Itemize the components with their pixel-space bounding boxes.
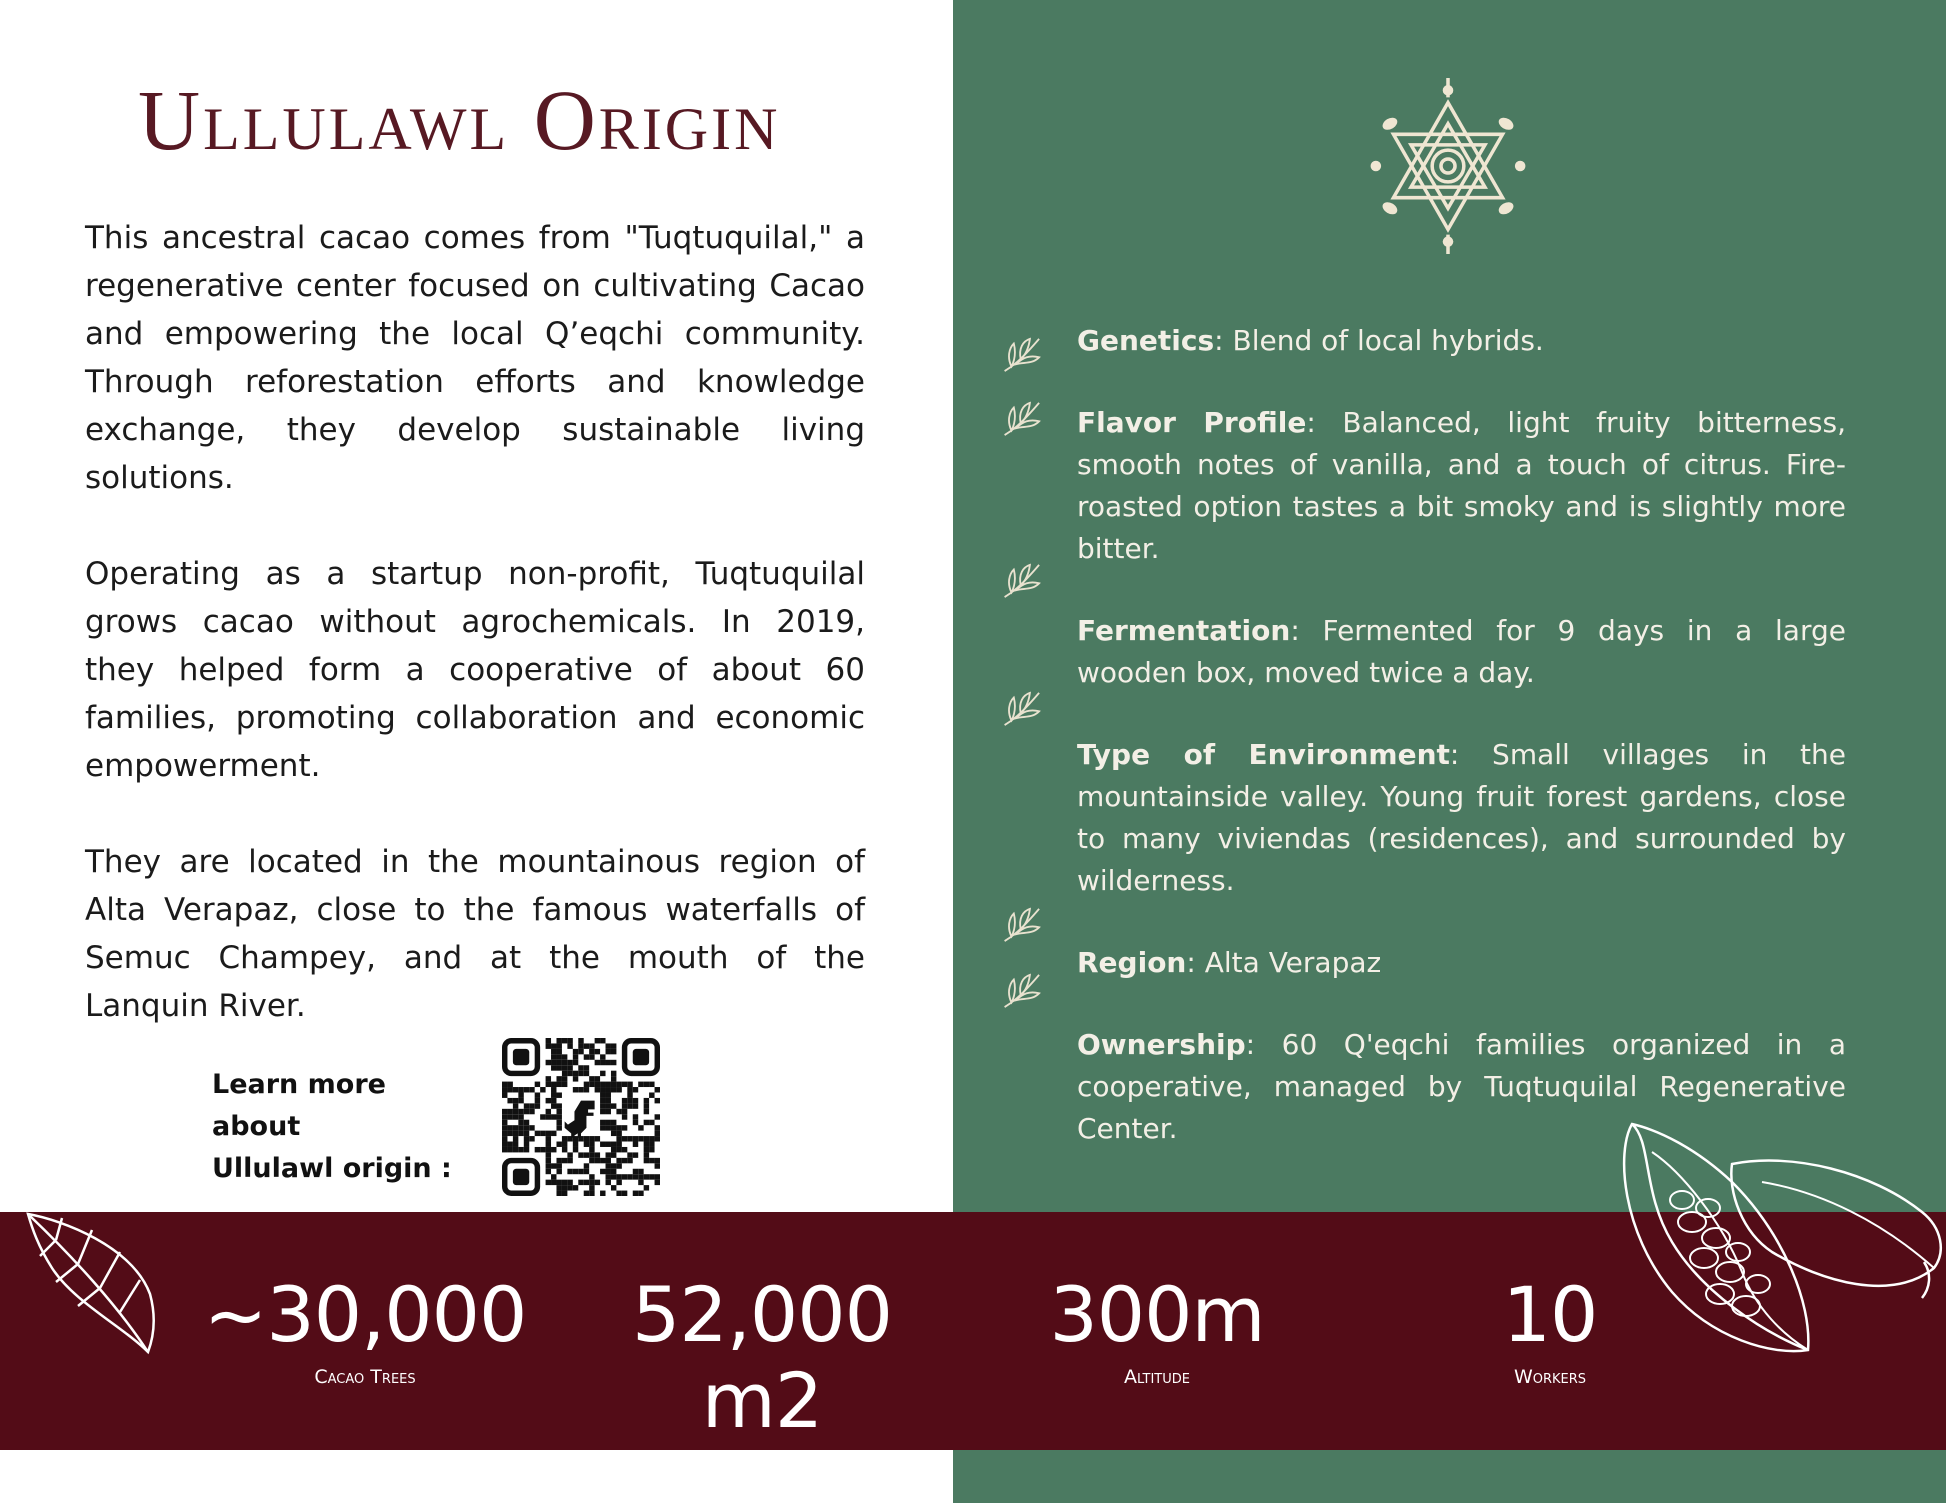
spec-key: Region	[1077, 946, 1187, 979]
stat-label: Altitude	[1124, 1366, 1190, 1388]
spec-fermentation: Fermentation: Fermented for 9 days in a large wooden box, moved twice a day.	[1000, 610, 1846, 694]
spec-region: Region: Alta Verapaz	[1000, 942, 1846, 984]
spec-value: 60 Q'eqchi families organized in a cooperative, managed by Tuqtuquilal Regenerative Center.	[1077, 1028, 1846, 1145]
intro-paragraph-2: Operating as a startup non-profit, Tuqtuquilal grows cacao without agrochemicals. In 2019, they helped form a cooperative of about 60 families, promoting collaboration and economic empowerment.	[85, 556, 865, 784]
learn-more-line-2: Ullulawl origin :	[212, 1153, 452, 1184]
stat-value: 300m	[1049, 1270, 1265, 1359]
intro-paragraph-1: This ancestral cacao comes from "Tuqtuquilal," a regenerative center focused on cultivating Cacao and empowering the local Q’eqchi community. Through reforestation efforts and knowledge exchange, they develop sustainable living solutions.	[85, 220, 865, 496]
spec-value: Small villages in the mountainside valley. Young fruit forest gardens, close to many viviendas (residences), and surrounded by wilderness.	[1077, 738, 1846, 897]
stat-cacao-trees	[185, 1272, 545, 1390]
stat-label: Workers	[1513, 1366, 1587, 1388]
spec-value: Balanced, light fruity bitterness, smooth notes of vanilla, and a touch of citrus. Fire-roasted option tastes a bit smoky and is slightly more bitter.	[1077, 406, 1846, 565]
intro-text	[85, 214, 865, 1078]
spec-flavor-profile: Flavor Profile: Balanced, light fruity bitterness, smooth notes of vanilla, and a touch of citrus. Fire-roasted option tastes a bit smoky and is slightly more bitter.	[1000, 402, 1846, 570]
spec-key: Type of Environment	[1077, 738, 1450, 771]
spec-list	[1000, 320, 1846, 1150]
intro-paragraph-3: They are located in the mountainous region of Alta Verapaz, close to the famous waterfalls of Semuc Champey, and at the mouth of the Lanquin River.	[85, 844, 865, 1024]
mandala-icon	[1360, 78, 1536, 254]
qr-code-icon[interactable]	[502, 1038, 660, 1196]
leaf-sprig-icon	[1000, 558, 1046, 604]
spec-environment: Type of Environment: Small villages in the mountainside valley. Young fruit forest gardens, close to many viviendas (residences), and surrounded by wilderness.	[1000, 734, 1846, 902]
spec-value: Fermented for 9 days in a large wooden box, moved twice a day.	[1077, 614, 1846, 689]
spec-key: Ownership	[1077, 1028, 1246, 1061]
leaf-sprig-icon	[1000, 332, 1046, 378]
leaf-sprig-icon	[1000, 902, 1046, 948]
spec-key: Genetics	[1077, 324, 1215, 357]
stat-land-size	[582, 1272, 942, 1476]
spec-key: Fermentation	[1077, 614, 1291, 647]
leaf-sprig-icon	[1000, 968, 1046, 1014]
leaf-sprig-icon	[1000, 686, 1046, 732]
spec-value: Alta Verapaz	[1204, 946, 1382, 979]
spec-ownership: Ownership: 60 Q'eqchi families organized in a cooperative, managed by Tuqtuquilal Regenerative Center.	[1000, 1024, 1846, 1150]
stat-label: Land Size	[722, 1452, 802, 1474]
stat-value: 52,000 m2	[632, 1270, 892, 1445]
stat-workers	[1370, 1272, 1730, 1390]
learn-more-label	[212, 1064, 462, 1190]
page-title: Ullulawl Origin	[138, 72, 781, 168]
spec-key: Flavor Profile	[1077, 406, 1307, 439]
spec-value: Blend of local hybrids.	[1232, 324, 1544, 357]
stat-altitude	[977, 1272, 1337, 1390]
stat-label: Cacao Trees	[314, 1366, 416, 1388]
learn-more-line-1: Learn more about	[212, 1069, 386, 1142]
stat-value: ~30,000	[203, 1270, 527, 1359]
stat-value: 10	[1502, 1270, 1598, 1359]
spec-genetics: Genetics: Blend of local hybrids.	[1000, 320, 1846, 362]
leaf-sprig-icon	[1000, 396, 1046, 442]
leaf-sketch-icon	[22, 1206, 172, 1356]
